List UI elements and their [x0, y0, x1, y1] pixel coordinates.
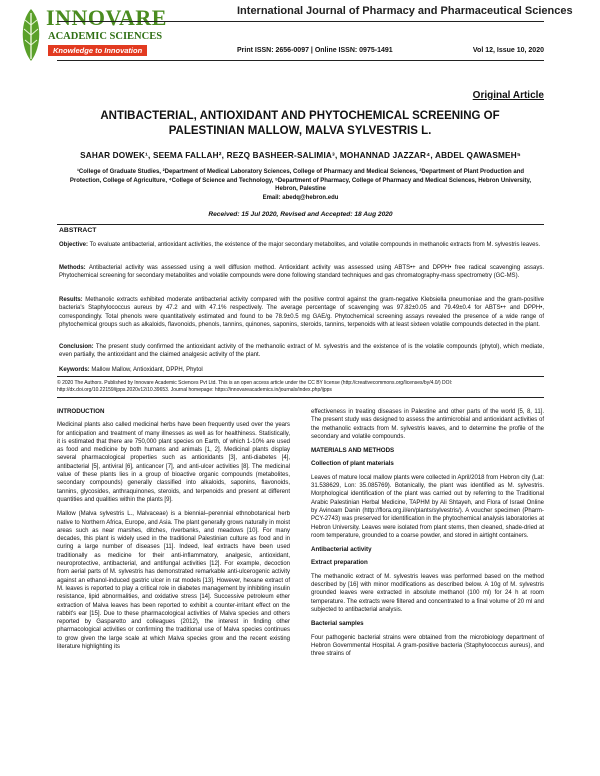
leaf-logo-icon — [18, 7, 44, 63]
right-column — [311, 408, 544, 664]
conclusion-text: The present study confirmed the antioxidant activity of the methanolic extract of M. sylvestris and the existence of is the volatile compounds (phytol), which mediate, even partially, the antioxidant and the claimed analgesic activity of the plant. — [59, 344, 545, 359]
abstract-keywords — [59, 366, 544, 374]
introduction-heading: INTRODUCTION — [57, 408, 105, 415]
objective-label: Objective: — [59, 242, 89, 248]
received-dates: Received: 15 Jul 2020, Revised and Accepted: 18 Aug 2020 — [208, 211, 393, 218]
header-rule-bottom — [57, 60, 544, 61]
antibacterial-heading: Antibacterial activity — [311, 546, 372, 554]
article-title: ANTIBACTERIAL, ANTIOXIDANT AND PHYTOCHEMICAL SCREENING OF PALESTINIAN MALLOW, MALVA SYLVESTRIS L. — [100, 110, 500, 137]
volume-issue: Vol 12, Issue 10, 2020 — [472, 47, 544, 54]
article-type: Original Article — [472, 90, 544, 101]
affiliations — [62, 168, 539, 202]
extract-paragraph: The methanolic extract of M. sylvestris leaves was performed based on the method described by [16] with minor modifications as described below. A 10g of M. sylvestris grounded leaves were extracted in absolute methanol (100 ml) for 24 h at room temperature. The extracts were filtered and concentrated to a final volume of 20 ml and subjected to antibacterial analysis. — [311, 573, 544, 613]
abstract-heading: ABSTRACT — [59, 227, 97, 234]
publisher-logo — [18, 5, 168, 65]
intro-paragraph-2: Mallow (Malva sylvestris L., Malvaceae) is a biennial–perennial ethnobotanical herb native to Northern Africa, Europe, and Asia. The plant generally grows naturally in moist areas such as near marshes, ditches, riverbanks, and meadows [10]. For many decades, this plant is widely used in the traditional Palestinian culture as food and in curing a large number of diseases [11]. Indeed, leaf extracts have been used traditionally as medicine for their anti-inflammatory, analgesic, antioxidant, neuroprotective, antibacterial, and antifungal activities [12]. For example, decoction from aerial parts of M. sylvestris has demonstrated remarkable anti-ulcerogenic activity against an ethanol-induced gastric ulcer in rat models [13]. However, hexane extract of M. leaves is reported to play a critical role in diabetes management by inhibiting insulin resistance, lipid abnormalities, and oxidative stress [14]. Successive petroleum ether extraction of Malva leaves has been reported to exhibit a counter-irritant effect on the rabbit's ear [15]. Due to these pharmacological activities of Malva species and others reported by Gasparetto and colleagues (2012), the interest in finding other pharmacological activities or confirming the traditional use of Malva species continues to grow given the large scale at which Malva species grow and the recent existing literature highlighting its — [57, 511, 290, 651]
conclusion-label: Conclusion: — [59, 344, 94, 350]
methods-text: Antibacterial activity was assessed using a well diffusion method. Antioxidant activity was assessed using ABTS•+ and DPPH• free radical scavenging assays. Phytochemical screening for secondary metabolites and volatile compounds were done following standard techniques and gas chromatography-mass spectrometry (GC-MS). — [59, 265, 544, 280]
abstract-results — [59, 296, 544, 329]
header-rule-top — [57, 21, 544, 22]
body-rule — [57, 397, 544, 398]
collection-heading: Collection of plant materials — [311, 460, 394, 468]
bacterial-paragraph: Four pathogenic bacterial strains were obtained from the microbiology department of Hebron Governmental Hospital. A gram-positive bacteria (Staphylococcus aureus), and three strains of — [311, 634, 544, 658]
left-column — [57, 408, 290, 657]
intro-paragraph-3: effectiveness in treating diseases in Palestine and other parts of the world [5, 8, 11]. The present study was designed to assess the antimicrobial and antioxidant activities of the methanolic extracts from M. sylvestris leaves, and to determine the profile of the secondary and volatile compounds. — [311, 409, 544, 440]
keywords-text: Mallow Mallow, Antioxidant, DPPH, Phytol — [91, 367, 203, 373]
methods-label: Methods: — [59, 265, 86, 271]
abstract-methods — [59, 264, 544, 281]
abstract-objective — [59, 241, 544, 249]
objective-text: To evaluate antibacterial, antioxidant activities, the existence of the major secondary metabolites, and volatile compounds in methanolic extracts from M. sylvestris leaves. — [89, 242, 541, 248]
abstract-rule-bottom — [57, 376, 544, 377]
results-label: Results: — [59, 297, 83, 303]
keywords-label: Keywords: — [59, 367, 90, 373]
extract-heading: Extract preparation — [311, 559, 368, 567]
issn: Print ISSN: 2656-0097 | Online ISSN: 0975-1491 — [237, 47, 393, 54]
contact-email: Email: abedq@hebron.edu — [262, 194, 339, 201]
collection-paragraph: Leaves of mature local mallow plants were collected in April/2018 from Hebron city (Lat: 31.538629, Lon: 35.085769). Botanically, the plant was identified as M. sylvestris. Morphological identification of the plant was carried out by referring to the Traditional Arabic Palestinian Herbal Medicine, TAPHM by Ali Shtayeh, and Flora of Israel Online by Avinoam Danin (http://flora.org.il/en/plants/sylvestris/). A voucher specimen (Pharm-PCY-2743) was preserved for identification in the phytochemical analysis laboratories at Hebron University. Leaves were isolated from plant stems, then cleaned, shade-dried at room temperature, grounded to a coarse powder, and stored in airtight containers. — [311, 474, 544, 539]
materials-methods-heading: MATERIALS AND METHODS — [311, 447, 395, 455]
journal-title: International Journal of Pharmacy and Pharmaceutical Sciences — [237, 5, 573, 17]
logo-name: INNOVARE — [46, 5, 167, 30]
results-text: Methanolic extracts exhibited moderate antibacterial activity compared with the positive control against the gram-negative Klebsiella pneumoniae and the gram-positive bacteria's Staphylococcus aureus by 47.2 and with 47.1% respectively. The average percentage of scavenging was 97.82±0.05 and 79.49±0.4 for ABTS•+ and DPPH•, correspondingly. Total phenols were quantitatively estimated and found to be 78.9±0.5 mg GAE/g. Phytochemical screening assays revealed the presence of a wide range of phytochemical groups such as alkaloids, flavonoids, phenols, tannins, quinones, saponins, steroids, tannins, terpenoids with at least sixteen volatile compounds detected in the plant. — [59, 297, 544, 328]
logo-subtitle: ACADEMIC SCIENCES — [48, 31, 163, 42]
affiliation-text: ¹College of Graduate Studies, ²Department of Medical Laboratory Sciences, College of Pharmacy and Medical Sciences, ³Department of Plant Production and Protection, College of Agriculture, ⁴College of Science and Technology, ⁵Department of Pharmacy, College of Pharmacy and Medical Sciences, Hebron University, Hebron, Palestine — [69, 169, 532, 193]
abstract-conclusion — [59, 343, 544, 360]
abstract-rule-top — [57, 224, 544, 225]
logo-tagline: Knowledge to Innovation — [48, 45, 147, 56]
copyright-notice: © 2020 The Authors. Published by Innovare Academic Sciences Pvt Ltd. This is an open access article under the CC BY license (http://creativecommons.org/licenses/by/4.0/) DOI: http://dx.doi.org/10.22159/ijpps.2020v12i10.39653. Journal homepage: https://innovareacademics.in/journals/index.php/ijpps — [57, 380, 453, 393]
intro-paragraph-1: Medicinal plants also called medicinal herbs have been frequently used over the years for anticipation and treatment of many illnesses as well as for healthiness. Statistically, it is estimated that there are 750,000 plant species on Earth, of which 1-10% are used as food and medicine by both humans and animals [1, 2]. Medicinal plants display several pharmacological properties such as antioxidants [3], anti-diabetes [4], antibacterial [5], antiviral [6], anticancer [7], and anti-ulcer activities [8]. The medicinal value of these plants lies in a group of bioactive organic compounds (metabolites, secondary compounds) generally classified into alkaloids, saponins, flavonoids, tannins, glycosides, anthraquinones, steroids, and terpenoids and present at different quantities and qualities within the plants [9]. — [57, 422, 290, 503]
bacterial-heading: Bacterial samples — [311, 620, 364, 628]
authors: SAHAR DOWEK¹, SEEMA FALLAH², REZQ BASHEER-SALIMIA³, MOHANNAD JAZZAR⁴, ABDEL QAWASMEH⁵ — [80, 151, 521, 160]
